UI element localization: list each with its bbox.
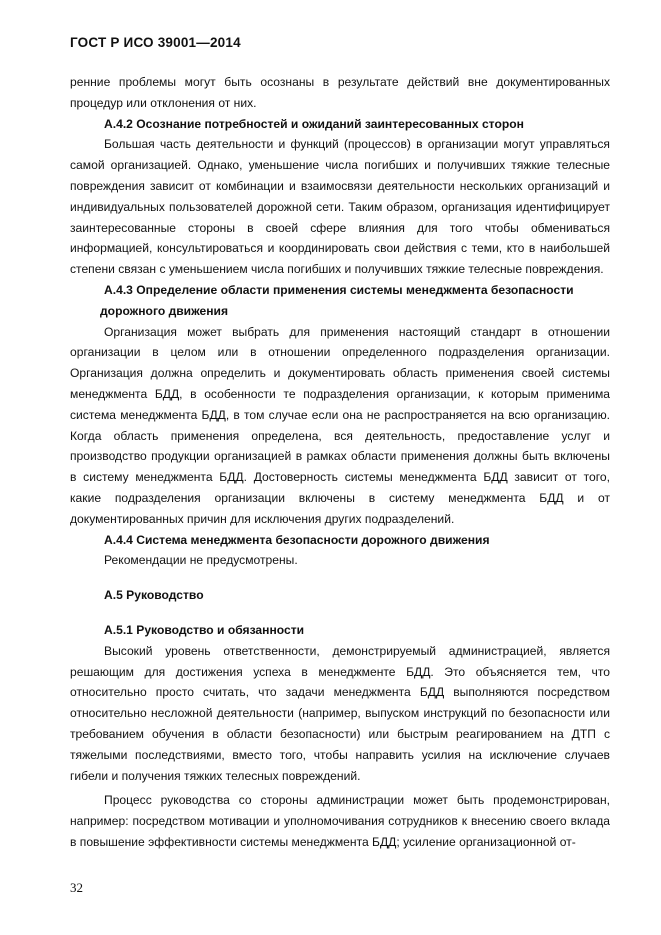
heading-a-4-4: A.4.4 Система менеджмента безопасности дорожного движения bbox=[104, 532, 490, 547]
heading-a-4-3-line1: A.4.3 Определение области применения системы менеджмента безопасности bbox=[104, 282, 574, 297]
paragraph-a-5-1-first: Высокий уровень ответственности, демонстрируемый администрацией, является решающим для достижения успеха в менеджменте БДД. Это объясняется тем, что относительно просто считать, что задачи менеджмента БДД выполняются посредством относительно несложной деятельности (например, выпуском инструкций по безопасности или требованием обучения в области безопасности) или быстрым реагированием на ДТП с тяжелыми последствиями, вместо того, чтобы направить усилия на исключение случаев гибели и получения тяжких телесных повреждений. bbox=[70, 643, 610, 783]
paragraph-a-4-4: Рекомендации не предусмотрены. bbox=[104, 553, 298, 568]
paragraph-continuation: ренние проблемы могут быть осознаны в результате действий вне документированных процедур или отклонения от них. bbox=[70, 75, 610, 110]
section-title-a-5: A.5 Руководство bbox=[104, 588, 204, 603]
heading-a-5-1: A.5.1 Руководство и обязанности bbox=[104, 622, 305, 637]
heading-a-4-3 bbox=[70, 280, 610, 322]
heading-a-4-3-line2: дорожного движения bbox=[100, 303, 229, 318]
document-header: ГОСТ Р ИСО 39001—2014 bbox=[70, 35, 241, 50]
document-body bbox=[70, 72, 610, 853]
paragraph-a-4-3: Организация может выбрать для применения настоящий стандарт в отношении организации в целом или в отношении определенного подразделения организации. Организация должна определить и документировать область применения своей системы менеджмента БДД, в особенности те подразделения организации, к которым применима система менеджмента БДД, в том случае если она не распространяется на всю организацию. Когда область применения определена, вся деятельность, предоставление услуг и производство продукции организацией в рамках области применения должны быть включены в систему менеджмента БДД. Достоверность системы менеджмента БДД зависит от того, какие подразделения организации включены в систему менеджмента БДД и от документированных причин для исключения других подразделений. bbox=[70, 324, 610, 526]
heading-a-4-2: A.4.2 Осознание потребностей и ожиданий заинтересованных сторон bbox=[104, 116, 524, 131]
paragraph-a-5-1-second: Процесс руководства со стороны администрации может быть продемонстрирован, например: посредством мотивации и уполномочивания сотрудников к внесению своего вклада в повышение эффективности системы менеджмента БДД; усиление организационной от- bbox=[70, 793, 610, 849]
paragraph-a-4-2: Большая часть деятельности и функций (процессов) в организации могут управляться самой организацией. Однако, уменьшение числа погибших и получивших тяжкие телесные повреждения зависит от комбинации и взаимосвязи деятельности нескольких организаций и индивидуальных пользователей дорожной сети. Таким образом, организация идентифицирует заинтересованные стороны в своей сфере влияния для того чтобы обмениваться информацией, консультироваться и координировать свои действия с теми, кто в наибольшей степени связан с уменьшением числа погибших и получивших тяжкие телесные повреждения. bbox=[70, 137, 610, 277]
page-number: 32 bbox=[70, 880, 83, 895]
